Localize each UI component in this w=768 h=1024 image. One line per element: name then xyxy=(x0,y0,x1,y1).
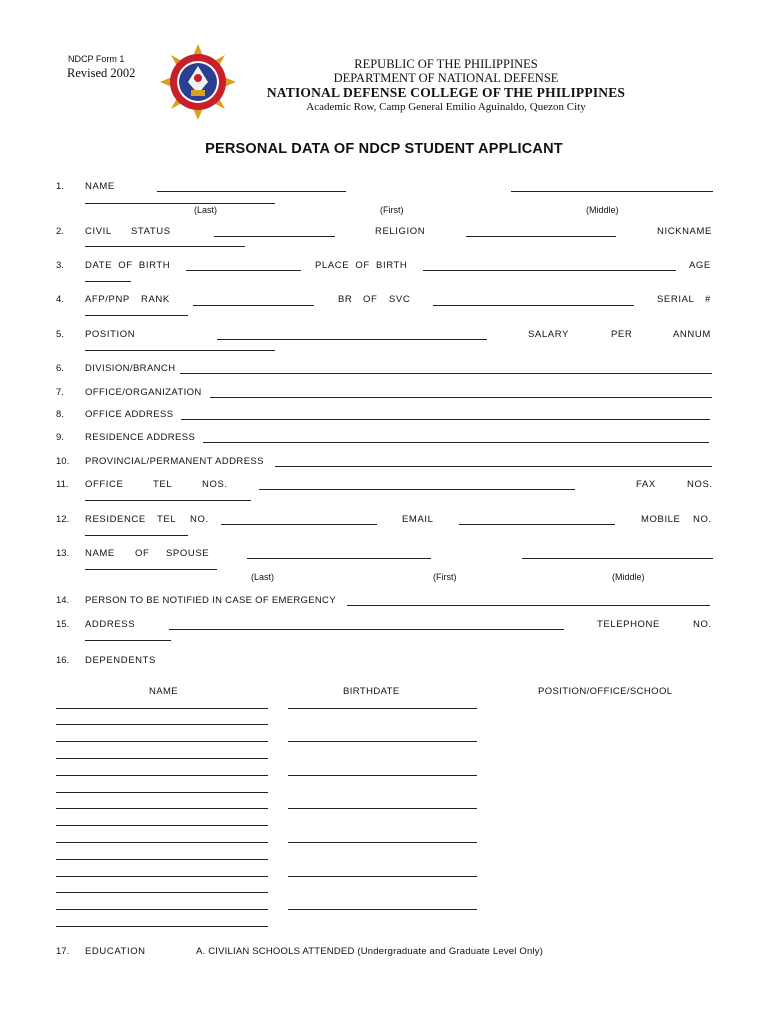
telephone-line[interactable] xyxy=(85,640,171,641)
serial-label: SERIAL xyxy=(657,294,695,305)
provincial-address-label: PROVINCIAL/PERMANENT ADDRESS xyxy=(85,456,264,467)
rank-label: RANK xyxy=(141,294,170,305)
serial-hash: # xyxy=(705,294,711,305)
nos-label: NOS. xyxy=(202,479,228,490)
middle-caption: (Middle) xyxy=(586,205,619,215)
item-number: 9. xyxy=(56,432,64,443)
item-number: 6. xyxy=(56,363,64,374)
address-line[interactable] xyxy=(169,629,564,630)
telephone-label: TELEPHONE xyxy=(597,619,660,630)
of-label: OF xyxy=(363,294,378,305)
dependent-name-line[interactable] xyxy=(56,825,268,826)
office-org-line[interactable] xyxy=(210,397,712,398)
residence-tel-line[interactable] xyxy=(221,524,377,525)
rank-line[interactable] xyxy=(193,305,314,306)
no-label: NO. xyxy=(190,514,209,525)
item-number: 3. xyxy=(56,260,64,271)
nickname-line[interactable] xyxy=(85,246,245,247)
header-address: Academic Row, Camp General Emilio Aguinaldo, Quezon City xyxy=(306,101,586,113)
item-number: 17. xyxy=(56,946,70,957)
dependents-label: DEPENDENTS xyxy=(85,655,156,666)
email-line[interactable] xyxy=(459,524,615,525)
spouse-name-label: NAME xyxy=(85,548,115,559)
residence-label: RESIDENCE xyxy=(85,514,146,525)
salary-line[interactable] xyxy=(85,350,275,351)
dependents-name-header: NAME xyxy=(149,686,179,697)
item-number: 5. xyxy=(56,329,64,340)
dependent-name-line[interactable] xyxy=(56,758,268,759)
civilian-schools-label: A. CIVILIAN SCHOOLS ATTENDED (Undergraduate and Graduate Level Only) xyxy=(196,946,544,957)
dependent-name-line[interactable] xyxy=(56,876,268,877)
dependent-name-line[interactable] xyxy=(56,892,268,893)
dependent-name-line[interactable] xyxy=(56,741,268,742)
office-org-label: OFFICE/ORGANIZATION xyxy=(85,387,202,398)
dependent-name-line[interactable] xyxy=(56,909,268,910)
dependent-birthdate-line[interactable] xyxy=(288,876,477,877)
division-line[interactable] xyxy=(180,373,712,374)
age-line[interactable] xyxy=(85,281,131,282)
telephone-no-label: NO. xyxy=(693,619,712,630)
office-tel-line[interactable] xyxy=(259,489,575,490)
dependents-birthdate-header: BIRTHDATE xyxy=(343,686,400,697)
item-number: 8. xyxy=(56,409,64,420)
last-name-line[interactable] xyxy=(157,191,346,192)
dob-label: DATE OF BIRTH xyxy=(85,260,171,271)
email-label: EMAIL xyxy=(402,514,434,525)
mobile-no-label: NO. xyxy=(693,514,712,525)
fax-line[interactable] xyxy=(85,500,251,501)
dependents-position-header: POSITION/OFFICE/SCHOOL xyxy=(538,686,673,697)
first-caption: (First) xyxy=(380,205,404,215)
emergency-contact-line[interactable] xyxy=(347,605,710,606)
dependent-name-line[interactable] xyxy=(56,792,268,793)
header-department: DEPARTMENT OF NATIONAL DEFENSE xyxy=(333,71,559,85)
dependent-name-line[interactable] xyxy=(56,775,268,776)
last-caption: (Last) xyxy=(251,572,275,582)
item-number: 16. xyxy=(56,655,70,666)
dependent-name-line[interactable] xyxy=(56,842,268,843)
spouse-continuation-line[interactable] xyxy=(85,569,217,570)
nickname-label: NICKNAME xyxy=(657,226,712,237)
dependent-name-line[interactable] xyxy=(56,724,268,725)
dependent-birthdate-line[interactable] xyxy=(288,909,477,910)
age-label: AGE xyxy=(689,260,711,271)
residence-address-label: RESIDENCE ADDRESS xyxy=(85,432,196,443)
dependent-name-line[interactable] xyxy=(56,926,268,927)
fax-nos-label: NOS. xyxy=(687,479,713,490)
header-college: NATIONAL DEFENSE COLLEGE OF THE PHILIPPINES xyxy=(266,85,626,100)
pob-line[interactable] xyxy=(423,270,676,271)
education-label: EDUCATION xyxy=(85,946,146,957)
item-number: 1. xyxy=(56,181,64,192)
office-address-line[interactable] xyxy=(181,419,710,420)
form-id: NDCP Form 1 xyxy=(68,54,125,64)
tel-label: TEL xyxy=(153,479,173,490)
name-label: NAME xyxy=(85,181,115,192)
dependent-name-line[interactable] xyxy=(56,859,268,860)
salary-label: SALARY xyxy=(528,329,569,340)
middle-name-line[interactable] xyxy=(511,191,713,192)
spouse-label: SPOUSE xyxy=(166,548,210,559)
provincial-address-line[interactable] xyxy=(275,466,712,467)
svc-label: SVC xyxy=(389,294,411,305)
item-number: 11. xyxy=(56,479,69,490)
dependent-birthdate-line[interactable] xyxy=(288,775,477,776)
residence-address-line[interactable] xyxy=(203,442,709,443)
item-number: 13. xyxy=(56,548,70,559)
emergency-contact-label: PERSON TO BE NOTIFIED IN CASE OF EMERGENCY xyxy=(85,595,336,606)
position-line[interactable] xyxy=(217,339,487,340)
item-number: 14. xyxy=(56,595,70,606)
item-number: 4. xyxy=(56,294,64,305)
spouse-last-line[interactable] xyxy=(247,558,431,559)
of-label: OF xyxy=(135,548,150,559)
spouse-middle-line[interactable] xyxy=(522,558,713,559)
position-label: POSITION xyxy=(85,329,136,340)
name-continuation-line[interactable] xyxy=(85,203,275,204)
last-caption: (Last) xyxy=(194,205,218,215)
status-label: STATUS xyxy=(131,226,171,237)
mobile-line[interactable] xyxy=(85,535,188,536)
dependent-birthdate-line[interactable] xyxy=(288,808,477,809)
religion-label: RELIGION xyxy=(375,226,426,237)
item-number: 10. xyxy=(56,456,70,467)
dependent-birthdate-line[interactable] xyxy=(288,708,477,709)
item-number: 7. xyxy=(56,387,64,398)
dob-line[interactable] xyxy=(186,270,301,271)
item-number: 2. xyxy=(56,226,64,237)
serial-line[interactable] xyxy=(85,315,188,316)
form-title: PERSONAL DATA OF NDCP STUDENT APPLICANT xyxy=(205,141,563,157)
tel-label: TEL xyxy=(157,514,177,525)
br-label: BR xyxy=(338,294,353,305)
mobile-label: MOBILE xyxy=(641,514,681,525)
first-caption: (First) xyxy=(433,572,457,582)
pob-label: PLACE OF BIRTH xyxy=(315,260,408,271)
revised-date: Revised 2002 xyxy=(67,66,136,80)
division-label: DIVISION/BRANCH xyxy=(85,363,176,374)
dependent-name-line[interactable] xyxy=(56,708,268,709)
religion-line[interactable] xyxy=(466,236,616,237)
afp-label: AFP/PNP xyxy=(85,294,130,305)
ndcp-seal-logo xyxy=(158,42,238,122)
fax-label: FAX xyxy=(636,479,656,490)
item-number: 15. xyxy=(56,619,70,630)
civil-label: CIVIL xyxy=(85,226,112,237)
dependent-name-line[interactable] xyxy=(56,808,268,809)
office-label: OFFICE xyxy=(85,479,124,490)
item-number: 12. xyxy=(56,514,70,525)
middle-caption: (Middle) xyxy=(612,572,645,582)
br-svc-line[interactable] xyxy=(433,305,634,306)
header-republic: REPUBLIC OF THE PHILIPPINES xyxy=(354,57,538,71)
per-label: PER xyxy=(611,329,633,340)
address-label: ADDRESS xyxy=(85,619,136,630)
annum-label: ANNUM xyxy=(673,329,711,340)
dependent-birthdate-line[interactable] xyxy=(288,842,477,843)
civil-status-line[interactable] xyxy=(214,236,335,237)
dependent-birthdate-line[interactable] xyxy=(288,741,477,742)
office-address-label: OFFICE ADDRESS xyxy=(85,409,174,420)
